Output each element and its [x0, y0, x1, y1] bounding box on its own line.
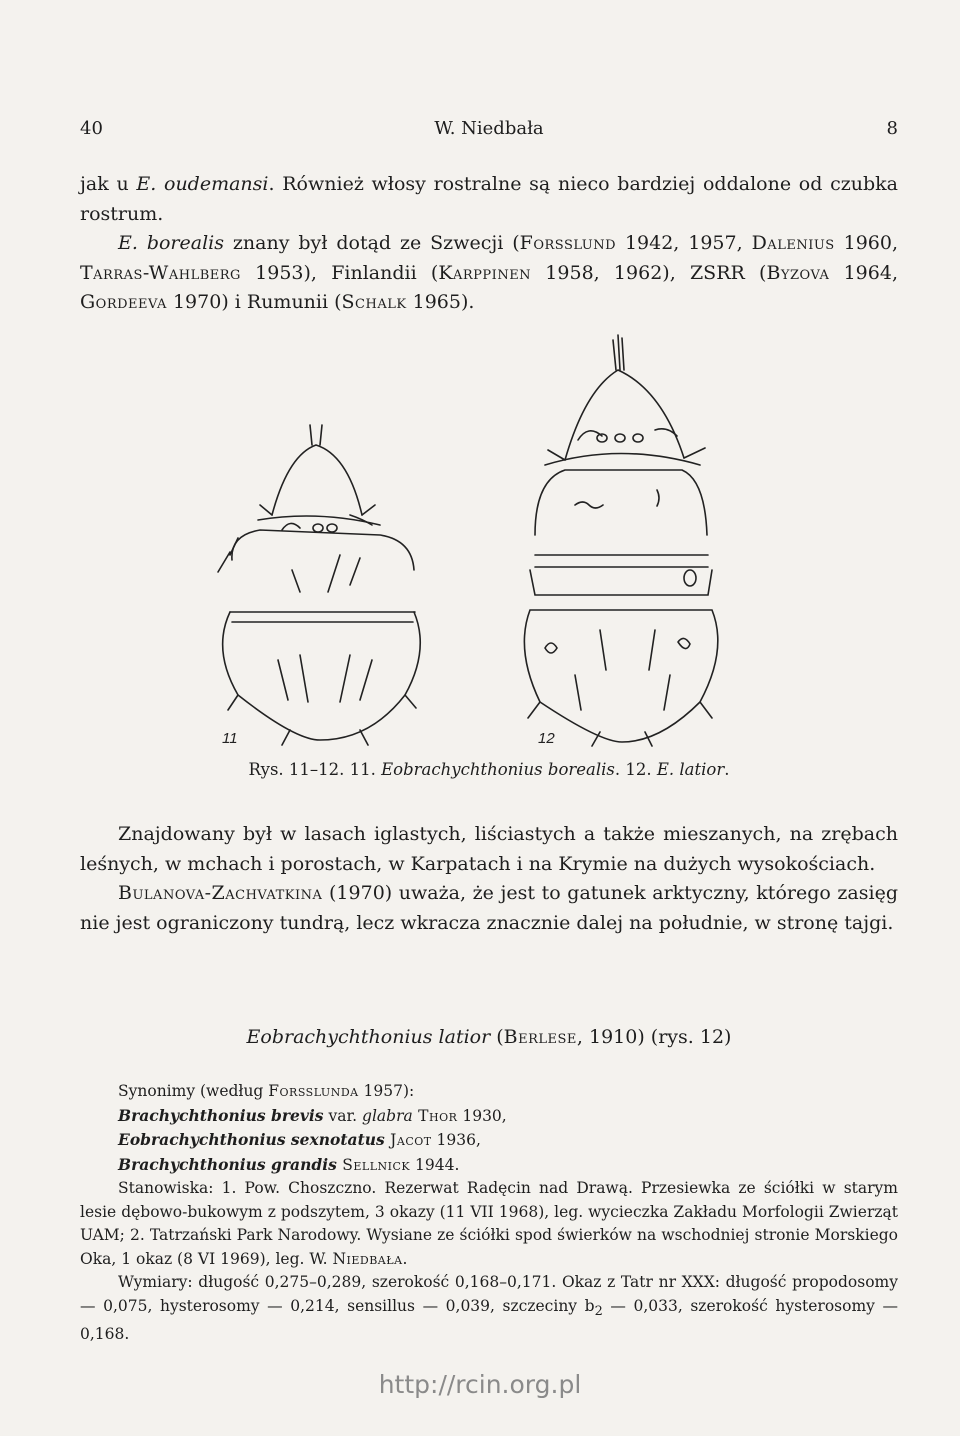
paragraph-2: E. borealis znany był dotąd ze Szwecji (Forsslund 1942, 1957, Dalenius 1960, Tarras-Wahlberg 1953), Finlandii (Karppinen 1958, 1962), ZSRR (Byzova 1964, Gordeeva 1970) i Rumunii (Schalk 1965).: [80, 232, 899, 313]
figure-label-12: 12: [538, 730, 555, 747]
paragraph-3: Znajdowany był w lasach iglastych, liściastych a także mieszanych, na zrębach leśnych, w mchach i porostach, w Karpatach i na Krymie na dużych wysokościach.: [80, 823, 898, 875]
dimensions-paragraph: Wymiary: długość 0,275–0,289, szerokość 0,168–0,171. Okaz z Tatr nr XXX: długość propodosomy — 0,075, hysterosomy — 0,214, sensillus — 0,039, szczeciny $b_2$ — 0,033, szerokość hysterosomy — 0,168.: [80, 1273, 899, 1344]
figure-12-drawing: [524, 335, 717, 746]
species-heading: Eobrachychthonius latior (Berlese, 1910) (rys. 12): [246, 1026, 732, 1048]
stations-paragraph: Stanowiska: 1. Pow. Choszczno. Rezerwat Radęcin nad Drawą. Przesiewka ze ściółki w starym lesie dębowo-bukowym z podszytem, 3 okazy (11 VII 1968), leg. wycieczka Zakładu Morfologii Zwierząt UAM; 2. Tatrzański Park Narodowy. Wysiane ze ściółki spod świerków na wschodniej stronie Morskiego Oka, 1 okaz (8 VI 1969), leg. W. Niedbała.: [80, 1179, 898, 1268]
running-title: W. Niedbała: [434, 118, 544, 139]
synonym-1: Brachychthonius brevis var. glabra Thor 1930,: [118, 1105, 507, 1125]
synonyms-intro: Synonimy (według Forsslunda 1957):: [118, 1082, 415, 1100]
source-watermark: http://rcin.org.pl: [378, 1370, 582, 1399]
synonyms-block: [80, 1080, 898, 1347]
figure-label-11: 11: [222, 730, 238, 747]
figure-drawings: [200, 330, 780, 750]
page-number-right: 8: [886, 118, 898, 139]
figure-caption: Rys. 11–12. 11. Eobrachychthonius borealis. 12. E. latior.: [248, 760, 730, 779]
synonym-3: Brachychthonius grandis Sellnick 1944.: [118, 1154, 460, 1174]
figure-11-drawing: [218, 425, 420, 745]
mite-illustrations: [200, 330, 780, 750]
running-header: [80, 118, 898, 146]
page-number-left: 40: [80, 118, 103, 139]
paragraph-1: jak u E. oudemansi. Również włosy rostralne są nieco bardziej oddalone od czubka rostrum.: [80, 173, 898, 225]
middle-paragraphs: [80, 820, 898, 938]
synonym-2: Eobrachychthonius sexnotatus Jacot 1936,: [118, 1130, 481, 1149]
top-paragraphs: [80, 170, 898, 318]
paragraph-4: Bulanova-Zachvatkina (1970) uważa, że jest to gatunek arktyczny, którego zasięg nie jest ograniczony tundrą, lecz wkracza znacznie dalej na południe, w stronę tajgi.: [80, 882, 898, 934]
